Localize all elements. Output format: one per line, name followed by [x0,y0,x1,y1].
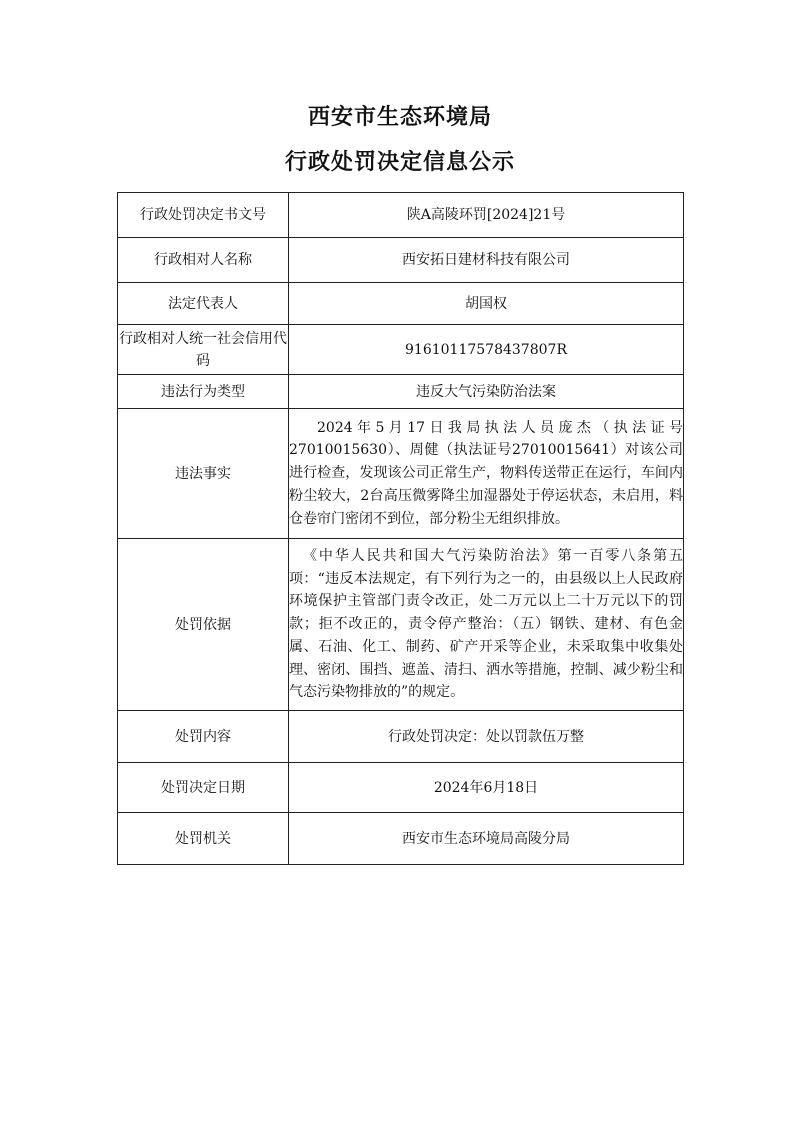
penalty-info-table [117,192,684,865]
row-value: 违反大气污染防治法案 [289,375,684,409]
row-label: 法定代表人 [118,283,289,325]
table-row [118,539,684,711]
row-label: 行政处罚决定书文号 [118,193,289,238]
row-value: 陕A高陵环罚[2024]21号 [289,193,684,238]
row-value: 《中华人民共和国大气污染防治法》第一百零八条第五项：“违反本法规定，有下列行为之一的，由县级以上人民政府环境保护主管部门责令改正，处二万元以上二十万元以下的罚款；拒不改正的，责令停产整治：（五）钢铁、建材、有色金属、石油、化工、制药、矿产开采等企业，未采取集中收集处理、密闭、围挡、遮盖、清扫、洒水等措施，控制、减少粉尘和气态污染物排放的”的规定。 [289,539,684,711]
row-label: 处罚机关 [118,813,289,865]
table-row [118,238,684,283]
table-row [118,763,684,813]
table-row [118,813,684,865]
table-row [118,409,684,539]
table-row [118,193,684,238]
row-label: 处罚决定日期 [118,763,289,813]
row-value: 2024年6月18日 [289,763,684,813]
row-label: 违法行为类型 [118,375,289,409]
document-subtitle: 行政处罚决定信息公示 [284,150,515,175]
row-value: 西安拓日建材科技有限公司 [289,238,684,283]
row-value: 91610117578437807R [289,325,684,375]
row-label: 行政相对人名称 [118,238,289,283]
row-value: 行政处罚决定：处以罚款伍万整 [289,711,684,763]
table-row [118,375,684,409]
row-label: 行政相对人统一社会信用代码 [118,325,289,375]
row-label: 处罚依据 [118,539,289,711]
row-label: 处罚内容 [118,711,289,763]
table-row [118,711,684,763]
row-value: 胡国权 [289,283,684,325]
row-label: 违法事实 [118,409,289,539]
table-row [118,283,684,325]
row-value: 2024年5月17日我局执法人员庞杰（执法证号27010015630）、周健（执法证号27010015641）对该公司进行检查，发现该公司正常生产，物料传送带正在运行，车间内粉尘较大，2台高压微雾降尘加湿器处于停运状态，未启用，料仓卷帘门密闭不到位，部分粉尘无组织排放。 [289,409,684,539]
row-value: 西安市生态环境局高陵分局 [289,813,684,865]
document-title: 西安市生态环境局 [307,105,492,130]
table-row [118,325,684,375]
